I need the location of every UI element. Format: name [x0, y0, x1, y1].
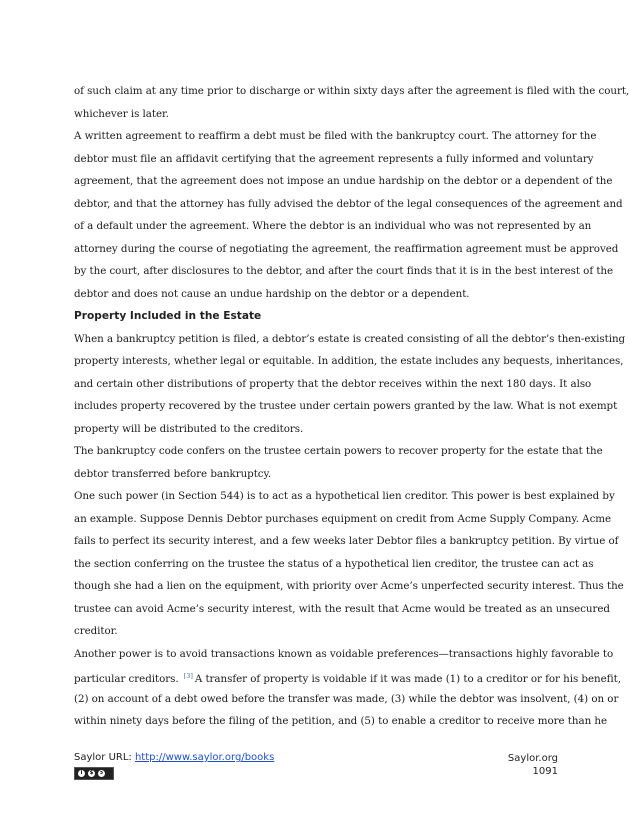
body-line: and certain other distributions of property that the debtor receives within the next 180 days. It also [74, 377, 592, 390]
body-line: though she had a lien on the equipment, with priority over Acme’s unperfected security interest. Thus the [74, 580, 624, 592]
cc-nc-icon: $ [87, 769, 96, 778]
section-heading: Property Included in the Estate [74, 310, 262, 322]
footnote-line-after: A transfer of property is voidable if it was made (1) to a creditor or for his benefit, [194, 673, 621, 685]
body-line: of a default under the agreement. Where the debtor is an individual who was not represented by an [74, 220, 592, 232]
source-url [74, 752, 274, 763]
body-line: includes property recovered by the trustee under certain powers granted by the law. What is not exempt [74, 400, 618, 412]
body-line: When a bankruptcy petition is filed, a debtor’s estate is created consisting of all the debtor’s then-existing [74, 332, 626, 345]
body-line: the section conferring on the trustee the status of a hypothetical lien creditor, the trustee can act as [74, 557, 594, 570]
body-line: whichever is later. [74, 107, 169, 120]
body-line: debtor and does not cause an undue hardship on the debtor or a dependent. [74, 287, 470, 300]
body-line: One such power (in Section 544) is to act as a hypothetical lien creditor. This power is best explained by [74, 490, 615, 502]
body-line: debtor, and that the attorney has fully advised the debtor of the legal consequences of the agreement and [74, 197, 623, 210]
body-line: agreement, that the agreement does not impose an undue hardship on the debtor or a dependent of the [74, 175, 613, 187]
page-number: 1091 [532, 766, 558, 777]
page-info [508, 752, 558, 778]
body-line: within ninety days before the filing of the petition, and (5) to enable a creditor to receive more than he [74, 715, 607, 727]
body-line-with-footnote [74, 665, 621, 688]
creative-commons-icon [74, 767, 114, 780]
body-line: debtor must file an affidavit certifying that the agreement represents a fully informed and voluntary [74, 152, 594, 165]
body-line: creditor. [74, 625, 118, 637]
document-page [74, 80, 630, 733]
body-line: an example. Suppose Dennis Debtor purchases equipment on credit from Acme Supply Company. Acme [74, 512, 612, 525]
cc-sa-icon: ↄ [97, 769, 106, 778]
footnote-line-before: particular creditors. [74, 673, 179, 685]
footnote-link[interactable]: [3] [183, 672, 193, 680]
body-line: The bankruptcy code confers on the trustee certain powers to recover property for the estate that the [74, 445, 603, 457]
body-line: Another power is to avoid transactions known as voidable preferences—transactions highly favorable to [74, 647, 614, 660]
source-url-label: Saylor URL: [74, 752, 135, 763]
body-line: (2) on account of a debt owed before the transfer was made, (3) while the debtor was insolvent, (4) on or [74, 692, 619, 705]
body-line: property interests, whether legal or equitable. In addition, the estate includes any bequests, inheritances, [74, 355, 624, 367]
body-line: by the court, after disclosures to the debtor, and after the court finds that it is in the best interest of the [74, 265, 614, 277]
source-url-link[interactable]: http://www.saylor.org/books [134, 752, 275, 763]
body-line: of such claim at any time prior to discharge or within sixty days after the agreement is filed with the court, [74, 85, 630, 97]
body-line: trustee can avoid Acme’s security interest, with the result that Acme would be treated as an unsecured [74, 602, 610, 615]
site-name: Saylor.org [507, 753, 558, 764]
body-line: property will be distributed to the creditors. [74, 422, 304, 435]
cc-by-icon: i [77, 769, 86, 778]
body-line: attorney during the course of negotiating the agreement, the reaffirmation agreement must be approved [74, 242, 619, 255]
body-line: A written agreement to reaffirm a debt must be filed with the bankruptcy court. The attorney for the [74, 130, 597, 142]
body-line: fails to perfect its security interest, and a few weeks later Debtor files a bankruptcy petition. By virtue of [74, 535, 619, 547]
body-line: debtor transferred before bankruptcy. [74, 467, 272, 480]
